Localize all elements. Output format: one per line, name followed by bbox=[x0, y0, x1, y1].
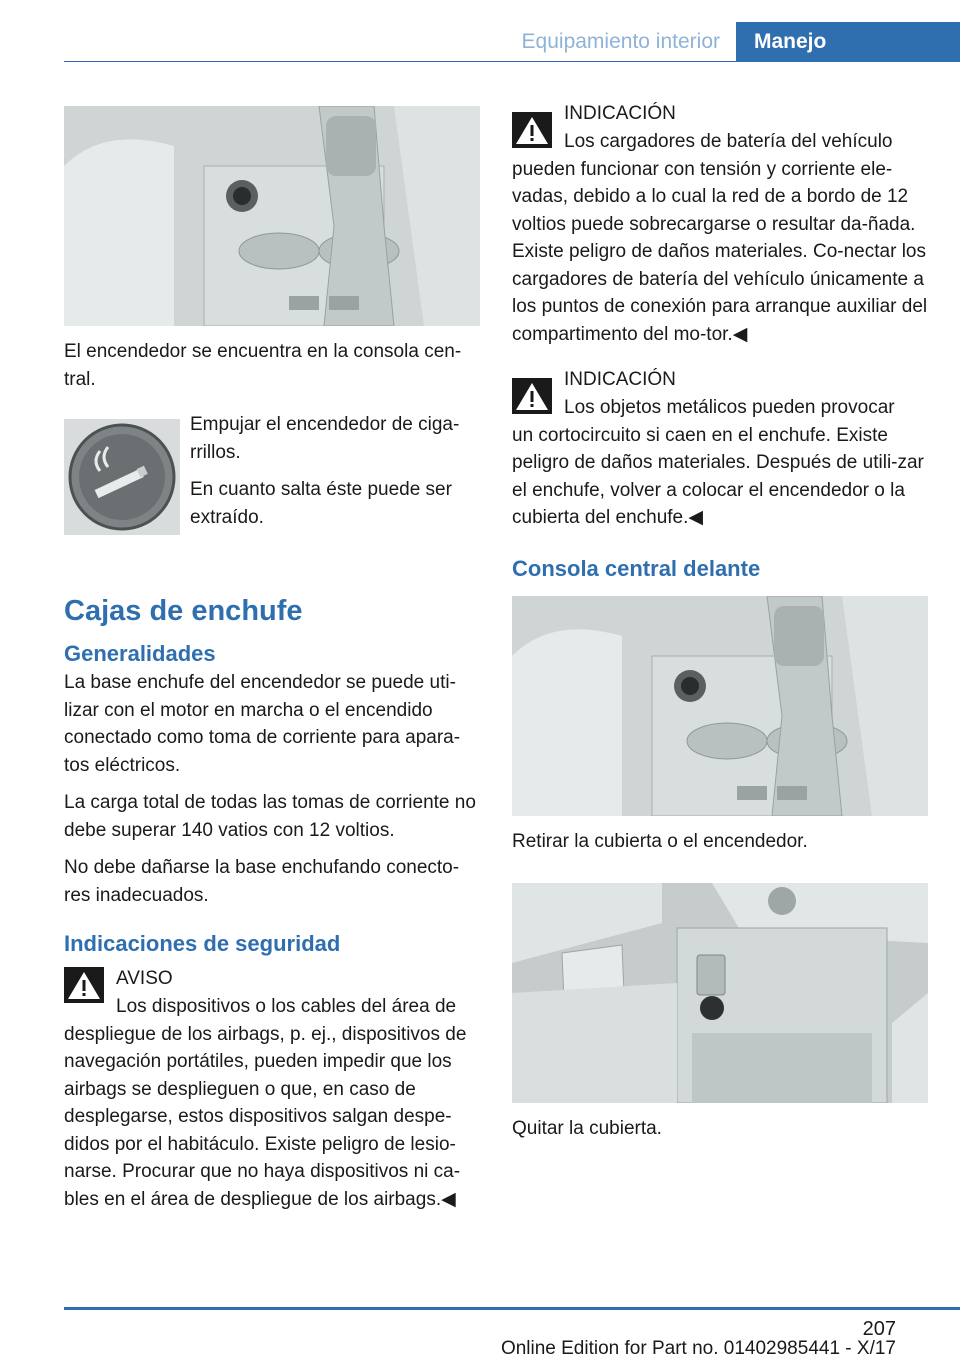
front-console-photo bbox=[512, 596, 928, 816]
section-title-sockets: Cajas de enchufe bbox=[64, 595, 303, 627]
aviso-first-line: Los dispositivos o los cables del área de bbox=[116, 996, 457, 1017]
aviso-body: despliegue de los airbags, p. ej., dispositivos de navegación portátiles, pueden impedir que los airbags se desplieguen o que, en caso de desplegarse, estos dispositivos salgan despe-didos por el habitáculo. Existe peligro de lesio-narse. Procurar que no haya dispositivos ni ca-bles en el área de despliegue de los airbags.◀ bbox=[64, 1023, 467, 1210]
subsection-safety: Indicaciones de seguridad bbox=[64, 931, 341, 956]
console-lighter-photo bbox=[64, 106, 480, 326]
lighter-instruction-block bbox=[64, 411, 480, 561]
header-chapter-tab[interactable]: Manejo bbox=[736, 22, 960, 62]
caption-lighter-location: El encendedor se encuentra en la consola cen-tral. bbox=[64, 341, 462, 390]
warning-triangle-icon bbox=[512, 378, 552, 414]
lighter-button-image bbox=[64, 419, 180, 535]
subsection-general: Generalidades bbox=[64, 641, 216, 666]
general-paragraph-2: La carga total de todas las tomas de corriente no debe superar 140 vatios con 12 voltios. bbox=[64, 792, 476, 841]
subsection-front-console: Consola central delante bbox=[512, 555, 761, 581]
left-column bbox=[64, 106, 480, 1223]
general-paragraph-3: No debe dañarse la base enchufando conecto-res inadecuados. bbox=[64, 857, 460, 906]
indicacion-1-body: pueden funcionar con tensión y corriente ele-vadas, debido a lo cual la red de a bordo de 12 voltios puede sobrecargarse o resultar da-ñada. Existe peligro de daños materiales. Co-nectar los cargadores de batería del vehículo únicamente a los puntos de conexión para arranque auxiliar del compartimento del mo-tor.◀ bbox=[512, 158, 928, 345]
indicacion-block-2 bbox=[512, 366, 928, 532]
caption-remove-cover: Retirar la cubierta o el encendedor. bbox=[512, 830, 808, 852]
right-column bbox=[512, 100, 928, 1153]
indicacion-2-body: un cortocircuito si caen en el enchufe. Existe peligro de daños materiales. Después de utili-zar el enchufe, volver a colocar el encendedor o la cubierta del enchufe.◀ bbox=[512, 424, 924, 528]
socket-illustration bbox=[512, 883, 928, 1103]
lighter-push-text: Empujar el encendedor de ciga-rrillos. bbox=[190, 414, 460, 463]
aviso-block bbox=[64, 965, 480, 1213]
console-illustration bbox=[512, 596, 928, 816]
footer-rule bbox=[64, 1307, 960, 1310]
indicacion-1-title: INDICACIÓN bbox=[564, 103, 676, 124]
console-illustration bbox=[64, 106, 480, 326]
page-number: 207 bbox=[862, 1318, 896, 1340]
indicacion-block-1 bbox=[512, 100, 928, 348]
cigarette-lighter-icon bbox=[64, 419, 180, 535]
warning-triangle-icon bbox=[512, 112, 552, 148]
indicacion-2-first-line: Los objetos metálicos pueden provocar bbox=[564, 397, 895, 418]
general-paragraph-1: La base enchufe del encendedor se puede uti-lizar con el motor en marcha o el encendido conectado como toma de corriente para apara-tos eléctricos. bbox=[64, 672, 461, 776]
indicacion-2-title: INDICACIÓN bbox=[564, 369, 676, 390]
edition-footer: Online Edition for Part no. 01402985441 - X/17 bbox=[500, 1338, 896, 1359]
lighter-pop-text: En cuanto salta éste puede ser extraído. bbox=[190, 479, 452, 528]
aviso-title: AVISO bbox=[116, 968, 173, 989]
caption-remove-cover-2: Quitar la cubierta. bbox=[512, 1118, 662, 1139]
warning-triangle-icon bbox=[64, 967, 104, 1003]
indicacion-1-first-line: Los cargadores de batería del vehículo bbox=[564, 131, 893, 152]
header-section-tab[interactable]: Equipamiento interior bbox=[521, 30, 720, 53]
socket-cover-photo bbox=[512, 883, 928, 1103]
